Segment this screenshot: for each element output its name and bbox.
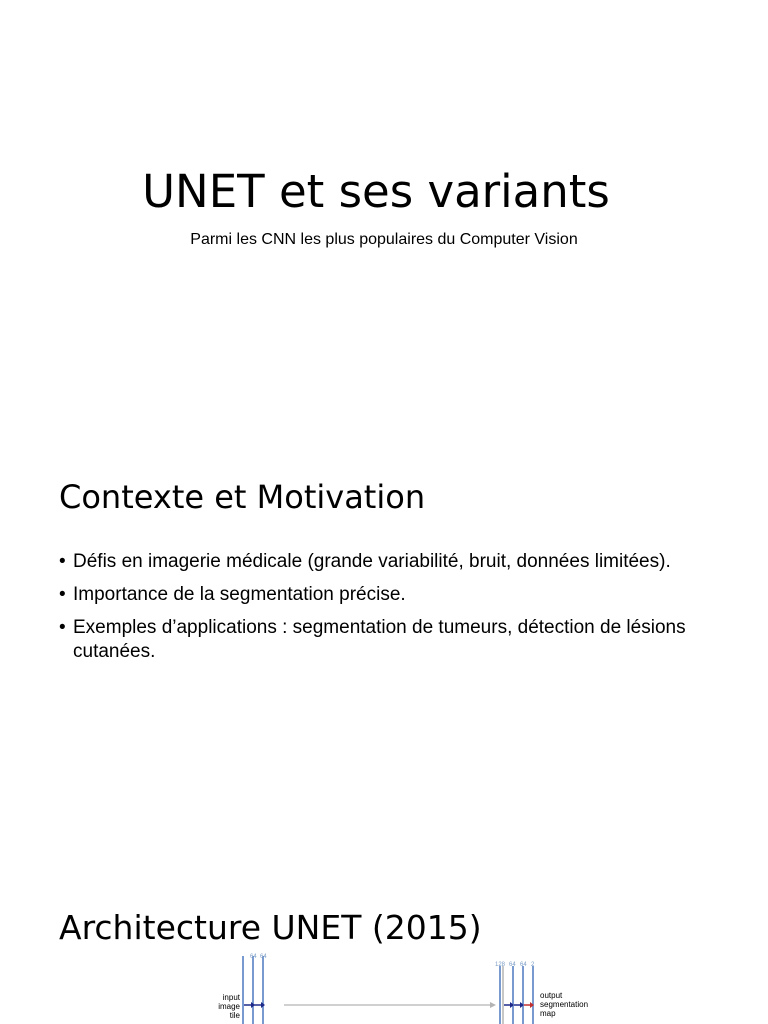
bullet-item: • Défis en imagerie médicale (grande variabilité, bruit, données limitées).	[59, 550, 699, 574]
bullet-item: • Importance de la segmentation précise.	[59, 583, 699, 607]
architecture-slide	[0, 860, 768, 1024]
architecture-heading: Architecture UNET (2015)	[59, 908, 482, 947]
channel-count: 2	[531, 962, 535, 968]
title-slide	[0, 0, 768, 430]
input-label-line: tile	[229, 1011, 240, 1020]
copy-crop-arrow-head	[490, 1002, 496, 1008]
input-label-line: image	[218, 1002, 240, 1011]
channel-count: 128	[495, 962, 506, 968]
input-label-line: input	[222, 993, 240, 1002]
context-heading: Contexte et Motivation	[59, 478, 426, 516]
channel-count: 64	[250, 954, 257, 960]
context-bullet-list	[59, 550, 699, 673]
channel-count: 64	[509, 962, 516, 968]
context-slide	[0, 430, 768, 860]
unet-diagram	[200, 952, 610, 1024]
presentation-subtitle: Parmi les CNN les plus populaires du Computer Vision	[190, 231, 578, 248]
output-label-line: segmentation	[540, 1000, 589, 1009]
presentation-title: UNET et ses variants	[142, 165, 610, 218]
output-label-line: output	[540, 991, 563, 1000]
bullet-item: • Exemples d’applications : segmentation de tumeurs, détection de lésions cutanées.	[59, 616, 699, 664]
channel-count: 64	[260, 954, 267, 960]
channel-count: 64	[520, 962, 527, 968]
output-label-line: map	[540, 1009, 556, 1018]
